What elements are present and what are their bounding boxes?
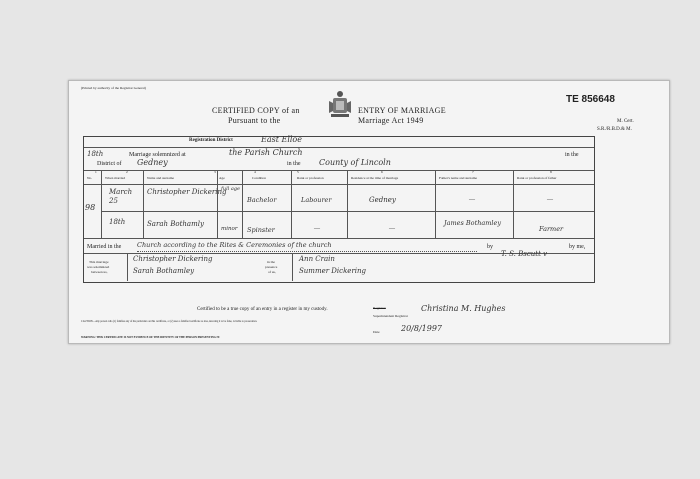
column-header: Name and surname	[147, 176, 175, 180]
bride-father-rank: Farmer	[539, 225, 564, 233]
bride-age: minor	[221, 226, 238, 232]
solemnized-label-1: This marriage	[89, 260, 109, 264]
column-header: When married	[105, 176, 126, 180]
district-of-value: Gedney	[137, 158, 168, 167]
column-number: 6	[381, 170, 383, 174]
by-me-label: by me,	[569, 244, 586, 250]
witness-1: Ann Crain	[299, 255, 335, 263]
form-code-2: S.R./R.B.D.& M.	[597, 127, 632, 132]
district-label: Registration District	[189, 138, 233, 143]
column-header: Residence at the time of marriage	[351, 176, 399, 180]
column-number: 1	[95, 170, 97, 174]
bride-residence: —	[389, 226, 395, 232]
district-value: East Elloe	[261, 135, 302, 144]
superintendent-label: Superintendent Registrar	[373, 314, 408, 318]
in-the-end-label: in the	[565, 152, 579, 158]
certified-text: Certified to be a true copy of an entry in a register in my custody.	[197, 307, 328, 312]
witness-2: Summer Dickering	[299, 267, 367, 275]
groom-rank: Labourer	[301, 196, 332, 204]
registrar-signature: Christina M. Hughes	[421, 304, 506, 313]
column-number: 8	[550, 170, 552, 174]
serial-number: TE 856648	[566, 94, 615, 105]
bride-father: James Bothamley	[444, 219, 502, 227]
by-label: by	[487, 244, 493, 250]
marriage-certificate	[68, 80, 670, 344]
column-number: 4	[254, 170, 256, 174]
royal-crest-icon	[327, 89, 353, 119]
certificate-date: 20/8/1997	[401, 324, 443, 333]
caution-text: CAUTION—Any person who (1) falsifies any of the particulars on this certificate, or (2) uses a falsified certificate as true, knowing it to be false, is liable to prosecution.	[81, 320, 258, 323]
column-header: Father's name and surname	[439, 176, 478, 180]
title-right-line-2: Marriage Act 1949	[358, 116, 424, 125]
marriage-place: the Parish Church	[229, 148, 303, 157]
married-in-label: Married in the	[87, 244, 122, 250]
title-left-line-1: CERTIFIED COPY of an	[212, 106, 300, 115]
when-married-year: 18th	[109, 218, 126, 226]
column-number: 3	[214, 170, 216, 174]
when-married-day: 25	[109, 197, 118, 205]
bride-condition: Spinster	[247, 226, 275, 234]
party-bride: Sarah Bothamley	[133, 267, 195, 275]
groom-name: Christopher Dickering	[147, 188, 227, 196]
column-number: 2	[126, 170, 128, 174]
column-header: Rank or profession of father	[517, 176, 557, 180]
groom-age: full age	[221, 186, 240, 192]
title-left-line-2: Pursuant to the	[228, 116, 281, 125]
presence-label-3: of us,	[268, 270, 276, 274]
year: 18th	[87, 150, 104, 158]
solemnized-label-3: between us,	[91, 270, 108, 274]
entry-number: 98	[85, 203, 96, 212]
marriage-label: Marriage solemnized at	[129, 152, 186, 158]
column-header: Rank or profession	[297, 176, 324, 180]
groom-residence: Gedney	[369, 196, 396, 204]
officiant: T. S. Bscutt v	[501, 250, 548, 258]
registrar-label: Registrar	[373, 306, 386, 310]
party-groom: Christopher Dickering	[133, 255, 213, 263]
title-right-line-1: ENTRY OF MARRIAGE	[358, 106, 446, 115]
warning-text: WARNING: THIS CERTIFICATE IS NOT EVIDENCE OF THE IDENTITY OF THE PERSON PRESENTING IT.	[81, 336, 220, 339]
presence-label-2: presence	[265, 265, 278, 269]
groom-father-rank: —	[547, 197, 553, 203]
column-header: Condition	[252, 176, 267, 180]
column-header: Age	[219, 176, 225, 180]
bride-rank: —	[314, 226, 320, 232]
form-code-1: M. Cert.	[617, 119, 634, 124]
county-value: County of Lincoln	[319, 158, 391, 167]
groom-condition: Bachelor	[247, 196, 277, 204]
married-in-value: Church according to the Rites & Ceremonies of the church	[137, 241, 332, 249]
presence-label-1: in the	[267, 260, 275, 264]
in-the-label: in the	[287, 161, 301, 167]
column-number: 7	[472, 170, 474, 174]
printer-note: (Printed by authority of the Registrar General)	[81, 86, 146, 90]
column-header: No.	[87, 176, 93, 180]
when-married-month: March	[109, 188, 133, 196]
date-label: Date	[373, 330, 380, 334]
district-of-label: District of	[97, 161, 122, 167]
groom-father: —	[469, 197, 475, 203]
column-number: 5	[297, 170, 299, 174]
bride-name: Sarah Bothamly	[147, 220, 204, 228]
solemnized-label-2: was solemnized	[87, 265, 110, 269]
